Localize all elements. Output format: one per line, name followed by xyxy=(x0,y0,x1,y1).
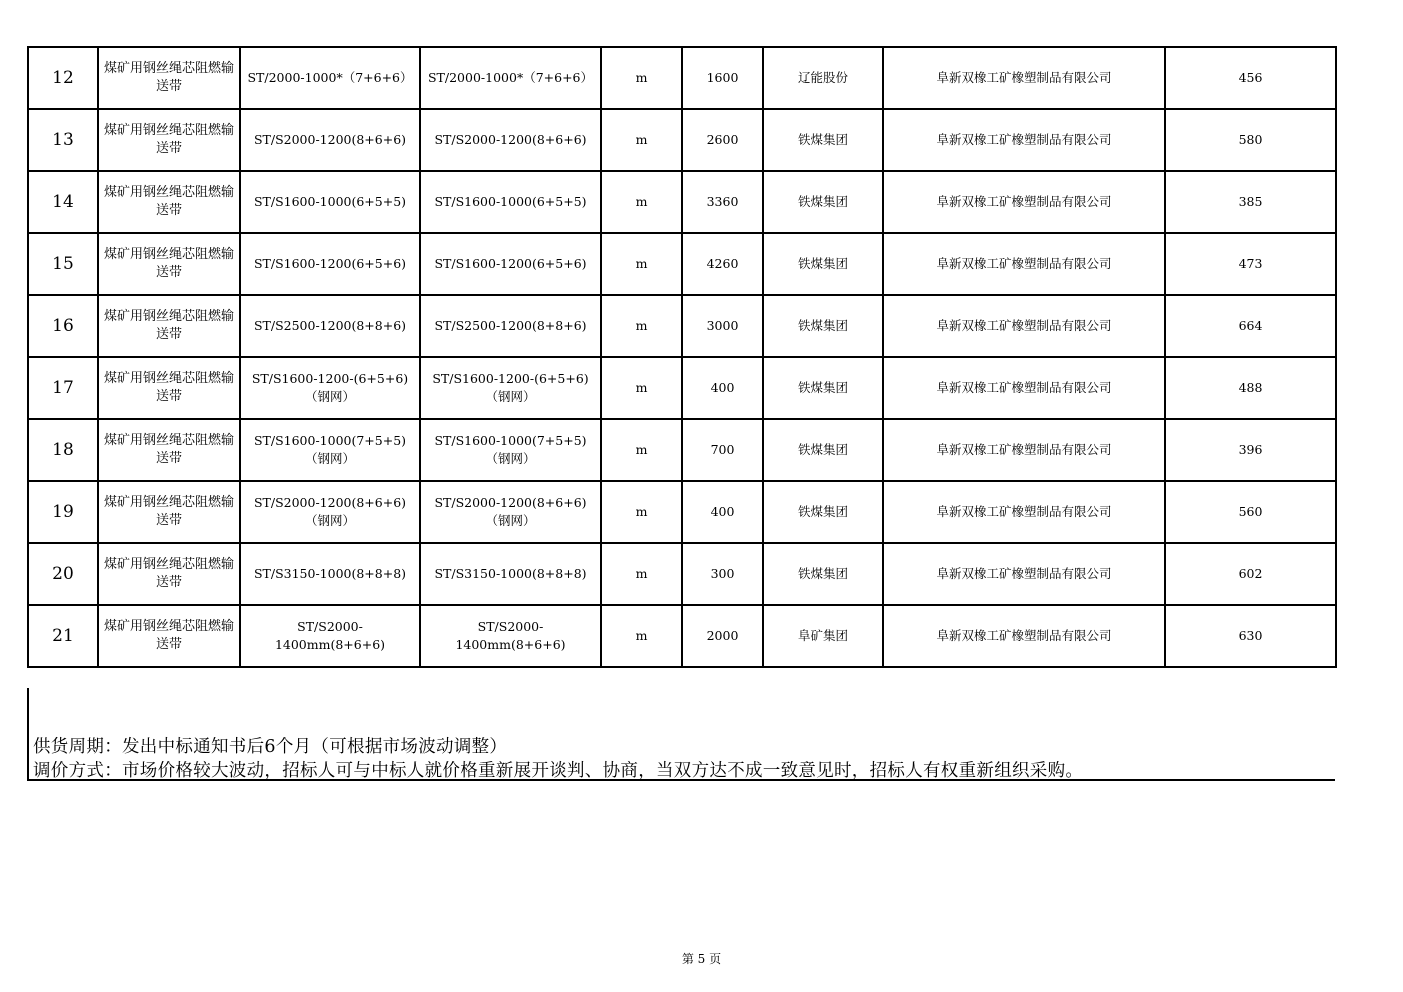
spec-required-line: ST/S3150-1000(8+8+8) xyxy=(253,566,407,581)
quantity-cell: 400 xyxy=(682,357,763,419)
spec-offered-line: ST/S2000-1400mm(8+6+6) xyxy=(455,619,566,652)
supplier-cell: 阜新双橡工矿橡塑制品有限公司 xyxy=(883,233,1165,295)
spec-required-cell xyxy=(240,233,420,295)
spec-required-line: （钢网） xyxy=(304,389,355,404)
unit-price-cell: 473 xyxy=(1165,233,1336,295)
product-name-cell: 煤矿用钢丝绳芯阻燃输送带 xyxy=(98,605,240,667)
supplier-cell: 阜新双橡工矿橡塑制品有限公司 xyxy=(883,419,1165,481)
unit-cell: m xyxy=(601,233,682,295)
buyer-cell: 阜矿集团 xyxy=(763,605,883,667)
spec-offered-line: （钢网） xyxy=(485,451,536,466)
row-number-cell: 16 xyxy=(28,295,98,357)
spec-offered-cell xyxy=(420,357,601,419)
table-row xyxy=(28,481,1336,543)
row-number-cell: 15 xyxy=(28,233,98,295)
buyer-cell: 铁煤集团 xyxy=(763,233,883,295)
supplier-cell: 阜新双橡工矿橡塑制品有限公司 xyxy=(883,295,1165,357)
unit-cell: m xyxy=(601,543,682,605)
product-name-cell: 煤矿用钢丝绳芯阻燃输送带 xyxy=(98,543,240,605)
table-row xyxy=(28,47,1336,109)
spec-required-line: ST/S2000-1400mm(8+6+6) xyxy=(274,619,386,652)
table-row xyxy=(28,357,1336,419)
spec-offered-cell xyxy=(420,419,601,481)
spec-offered-line: ST/S2000-1200(8+6+6) xyxy=(434,495,587,510)
table-row xyxy=(28,233,1336,295)
spec-required-cell xyxy=(240,357,420,419)
unit-price-cell: 396 xyxy=(1165,419,1336,481)
spec-required-line: ST/S2000-1200(8+6+6) xyxy=(253,132,407,147)
spec-offered-cell xyxy=(420,295,601,357)
table-row xyxy=(28,419,1336,481)
table-row xyxy=(28,605,1336,667)
spec-offered-cell xyxy=(420,543,601,605)
spec-required-cell xyxy=(240,295,420,357)
spec-required-cell xyxy=(240,47,420,109)
supplier-cell: 阜新双橡工矿橡塑制品有限公司 xyxy=(883,109,1165,171)
unit-cell: m xyxy=(601,419,682,481)
product-name-cell: 煤矿用钢丝绳芯阻燃输送带 xyxy=(98,419,240,481)
buyer-cell: 铁煤集团 xyxy=(763,171,883,233)
spec-required-line: ST/S1600-1200-(6+5+6) xyxy=(251,371,409,386)
supplier-cell: 阜新双橡工矿橡塑制品有限公司 xyxy=(883,481,1165,543)
spec-offered-cell xyxy=(420,605,601,667)
spec-required-line: ST/S1600-1200(6+5+6) xyxy=(253,256,407,271)
spec-offered-line: ST/S3150-1000(8+8+8) xyxy=(434,566,587,581)
price-adjustment-note: 调价方式：市场价格较大波动，招标人可与中标人就价格重新展开谈判、协商，当双方达不成一致意见时，招标人有权重新组织采购。 xyxy=(33,761,1084,781)
spec-offered-line: ST/S2000-1200(8+6+6) xyxy=(434,132,587,147)
product-name-cell: 煤矿用钢丝绳芯阻燃输送带 xyxy=(98,295,240,357)
unit-price-cell: 456 xyxy=(1165,47,1336,109)
product-name-cell: 煤矿用钢丝绳芯阻燃输送带 xyxy=(98,233,240,295)
table-row xyxy=(28,109,1336,171)
spec-required-cell xyxy=(240,419,420,481)
row-number-cell: 21 xyxy=(28,605,98,667)
buyer-cell: 铁煤集团 xyxy=(763,295,883,357)
buyer-cell: 辽能股份 xyxy=(763,47,883,109)
spec-required-line: ST/S1600-1000(6+5+5) xyxy=(253,194,407,209)
row-number-cell: 18 xyxy=(28,419,98,481)
product-name-cell: 煤矿用钢丝绳芯阻燃输送带 xyxy=(98,481,240,543)
row-number-cell: 12 xyxy=(28,47,98,109)
supplier-cell: 阜新双橡工矿橡塑制品有限公司 xyxy=(883,357,1165,419)
spec-required-cell xyxy=(240,605,420,667)
unit-price-cell: 602 xyxy=(1165,543,1336,605)
spec-offered-line: ST/S1600-1000(6+5+5) xyxy=(434,194,587,209)
quantity-cell: 1600 xyxy=(682,47,763,109)
spec-required-cell xyxy=(240,109,420,171)
quantity-cell: 3000 xyxy=(682,295,763,357)
spec-offered-line: ST/S2500-1200(8+8+6) xyxy=(434,318,587,333)
row-number-cell: 14 xyxy=(28,171,98,233)
spec-offered-cell xyxy=(420,171,601,233)
unit-price-cell: 580 xyxy=(1165,109,1336,171)
spec-offered-cell xyxy=(420,233,601,295)
page-number: 第 5 页 xyxy=(681,952,722,966)
spec-offered-line: ST/S1600-1000(7+5+5) xyxy=(434,433,587,448)
table-row xyxy=(28,543,1336,605)
spec-offered-cell xyxy=(420,481,601,543)
spec-required-line: ST/S2000-1200(8+6+6) xyxy=(253,495,407,510)
unit-cell: m xyxy=(601,109,682,171)
table-row xyxy=(28,171,1336,233)
spec-offered-cell xyxy=(420,47,601,109)
unit-cell: m xyxy=(601,47,682,109)
spec-offered-line: （钢网） xyxy=(485,389,536,404)
spec-required-line: ST/2000-1000*（7+6+6） xyxy=(247,70,413,85)
product-name-cell: 煤矿用钢丝绳芯阻燃输送带 xyxy=(98,47,240,109)
quantity-cell: 2000 xyxy=(682,605,763,667)
spec-required-cell xyxy=(240,543,420,605)
unit-cell: m xyxy=(601,295,682,357)
unit-cell: m xyxy=(601,605,682,667)
spec-required-line: ST/S2500-1200(8+8+6) xyxy=(253,318,407,333)
product-name-cell: 煤矿用钢丝绳芯阻燃输送带 xyxy=(98,171,240,233)
row-number-cell: 19 xyxy=(28,481,98,543)
quantity-cell: 300 xyxy=(682,543,763,605)
quantity-cell: 700 xyxy=(682,419,763,481)
unit-cell: m xyxy=(601,171,682,233)
product-name-cell: 煤矿用钢丝绳芯阻燃输送带 xyxy=(98,357,240,419)
unit-cell: m xyxy=(601,357,682,419)
supplier-cell: 阜新双橡工矿橡塑制品有限公司 xyxy=(883,171,1165,233)
quantity-cell: 2600 xyxy=(682,109,763,171)
buyer-cell: 铁煤集团 xyxy=(763,419,883,481)
bid-items-table xyxy=(27,46,1337,668)
spec-required-cell xyxy=(240,481,420,543)
supply-period-note: 供货周期：发出中标通知书后6个月（可根据市场波动调整） xyxy=(33,737,508,757)
supplier-cell: 阜新双橡工矿橡塑制品有限公司 xyxy=(883,543,1165,605)
unit-cell: m xyxy=(601,481,682,543)
product-name-cell: 煤矿用钢丝绳芯阻燃输送带 xyxy=(98,109,240,171)
spec-offered-cell xyxy=(420,109,601,171)
supplier-cell: 阜新双橡工矿橡塑制品有限公司 xyxy=(883,47,1165,109)
unit-price-cell: 630 xyxy=(1165,605,1336,667)
spec-offered-line: ST/S1600-1200-(6+5+6) xyxy=(432,371,589,386)
row-number-cell: 17 xyxy=(28,357,98,419)
unit-price-cell: 560 xyxy=(1165,481,1336,543)
buyer-cell: 铁煤集团 xyxy=(763,109,883,171)
spec-required-cell xyxy=(240,171,420,233)
buyer-cell: 铁煤集团 xyxy=(763,357,883,419)
quantity-cell: 400 xyxy=(682,481,763,543)
spec-required-line: （钢网） xyxy=(304,513,355,528)
spec-required-line: ST/S1600-1000(7+5+5) xyxy=(253,433,407,448)
spec-offered-line: ST/2000-1000*（7+6+6） xyxy=(427,70,593,85)
table-row xyxy=(28,295,1336,357)
row-number-cell: 20 xyxy=(28,543,98,605)
spec-required-line: （钢网） xyxy=(304,451,355,466)
unit-price-cell: 385 xyxy=(1165,171,1336,233)
spec-offered-line: ST/S1600-1200(6+5+6) xyxy=(434,256,587,271)
buyer-cell: 铁煤集团 xyxy=(763,543,883,605)
row-number-cell: 13 xyxy=(28,109,98,171)
table-body xyxy=(28,47,1336,667)
unit-price-cell: 488 xyxy=(1165,357,1336,419)
unit-price-cell: 664 xyxy=(1165,295,1336,357)
quantity-cell: 3360 xyxy=(682,171,763,233)
quantity-cell: 4260 xyxy=(682,233,763,295)
supplier-cell: 阜新双橡工矿橡塑制品有限公司 xyxy=(883,605,1165,667)
buyer-cell: 铁煤集团 xyxy=(763,481,883,543)
spec-offered-line: （钢网） xyxy=(485,513,536,528)
